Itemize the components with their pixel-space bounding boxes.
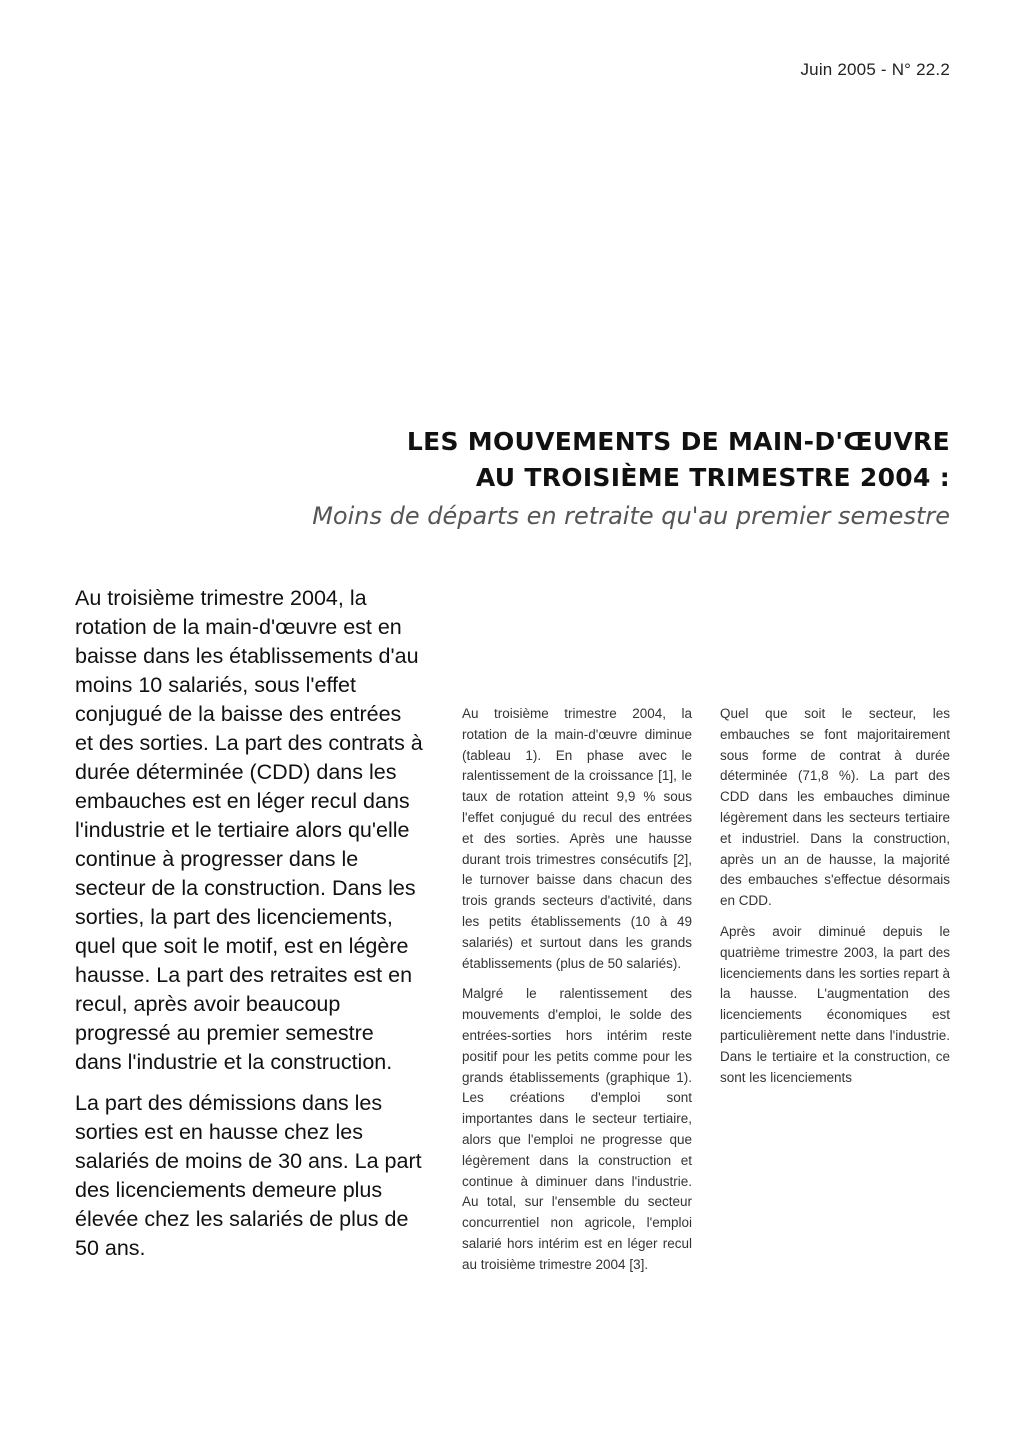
article-subtitle: Moins de départs en retraite qu'au premier semestre (312, 502, 950, 530)
body-column-1-paragraph-2: Malgré le ralentissement des mouvements d'emploi, le solde des entrées-sorties hors intérim reste positif pour les petits comme pour les grands établissements (graphique 1). Les créations d'emploi sont importantes dans le secteur tertiaire, alors que l'emploi ne progresse que légèrement dans la construction et continue à diminuer dans l'industrie. Au total, sur l'ensemble du secteur concurrentiel non agricole, l'emploi salarié hors intérim est en léger recul au troisième trimestre 2004 [3]. (462, 986, 692, 1272)
body-column-2-paragraph-2: Après avoir diminué depuis le quatrième trimestre 2003, la part des licenciements dans les sorties repart à la hausse. L'augmentation des licenciements économiques est particulièrement nette dans l'industrie. Dans le tertiaire et la construction, ce sont les licenciements (720, 923, 950, 1085)
lead-paragraph-1: Au troisième trimestre 2004, la rotation de la main-d'œuvre est en baisse dans les établissements d'au moins 10 salariés, sous l'effet conjugué de la baisse des entrées et des sorties. La part des contrats à durée déterminée (CDD) dans les embauches est en léger recul dans l'industrie et le tertiaire alors qu'elle continue à progresser dans le secteur de la construction. Dans les sorties, la part des licenciements, quel que soit le motif, est en légère hausse. La part des retraites est en recul, après avoir beaucoup progressé au premier semestre dans l'industrie et la construction. (75, 586, 423, 1074)
article-title-block (312, 424, 950, 530)
body-column-1 (462, 704, 692, 1286)
issue-label: Juin 2005 - N° 22.2 (800, 60, 950, 79)
lead-paragraph-2: La part des démissions dans les sorties est en hausse chez les salariés de moins de 30 ans. La part des licenciements demeure plus élevée chez les salariés de plus de 50 ans. (75, 1091, 422, 1260)
body-column-1-paragraph-1: Au troisième trimestre 2004, la rotation de la main-d'œuvre diminue (tableau 1). En phase avec le ralentissement de la croissance [1], le taux de rotation atteint 9,9 % sous l'effet conjugué du recul des entrées et des sorties. Après une hausse durant trois trimestres consécutifs [2], le turnover baisse dans chacun des trois grands secteurs d'activité, dans les petits établissements (10 à 49 salariés) et surtout dans les grands établissements (plus de 50 salariés). (462, 706, 692, 971)
body-column-2 (720, 704, 950, 1098)
lead-summary (75, 584, 425, 1275)
article-title-line-1: LES MOUVEMENTS DE MAIN-D'ŒUVRE (406, 427, 950, 456)
article-title-line-2: AU TROISIÈME TRIMESTRE 2004 : (475, 463, 950, 492)
body-column-2-paragraph-1: Quel que soit le secteur, les embauches se font majoritairement sous forme de contrat à durée déterminée (71,8 %). La part des CDD dans les embauches diminue légèrement dans les secteurs tertiaire et industriel. Dans la construction, après un an de hausse, la majorité des embauches s'effectue désormais en CDD. (720, 706, 950, 909)
